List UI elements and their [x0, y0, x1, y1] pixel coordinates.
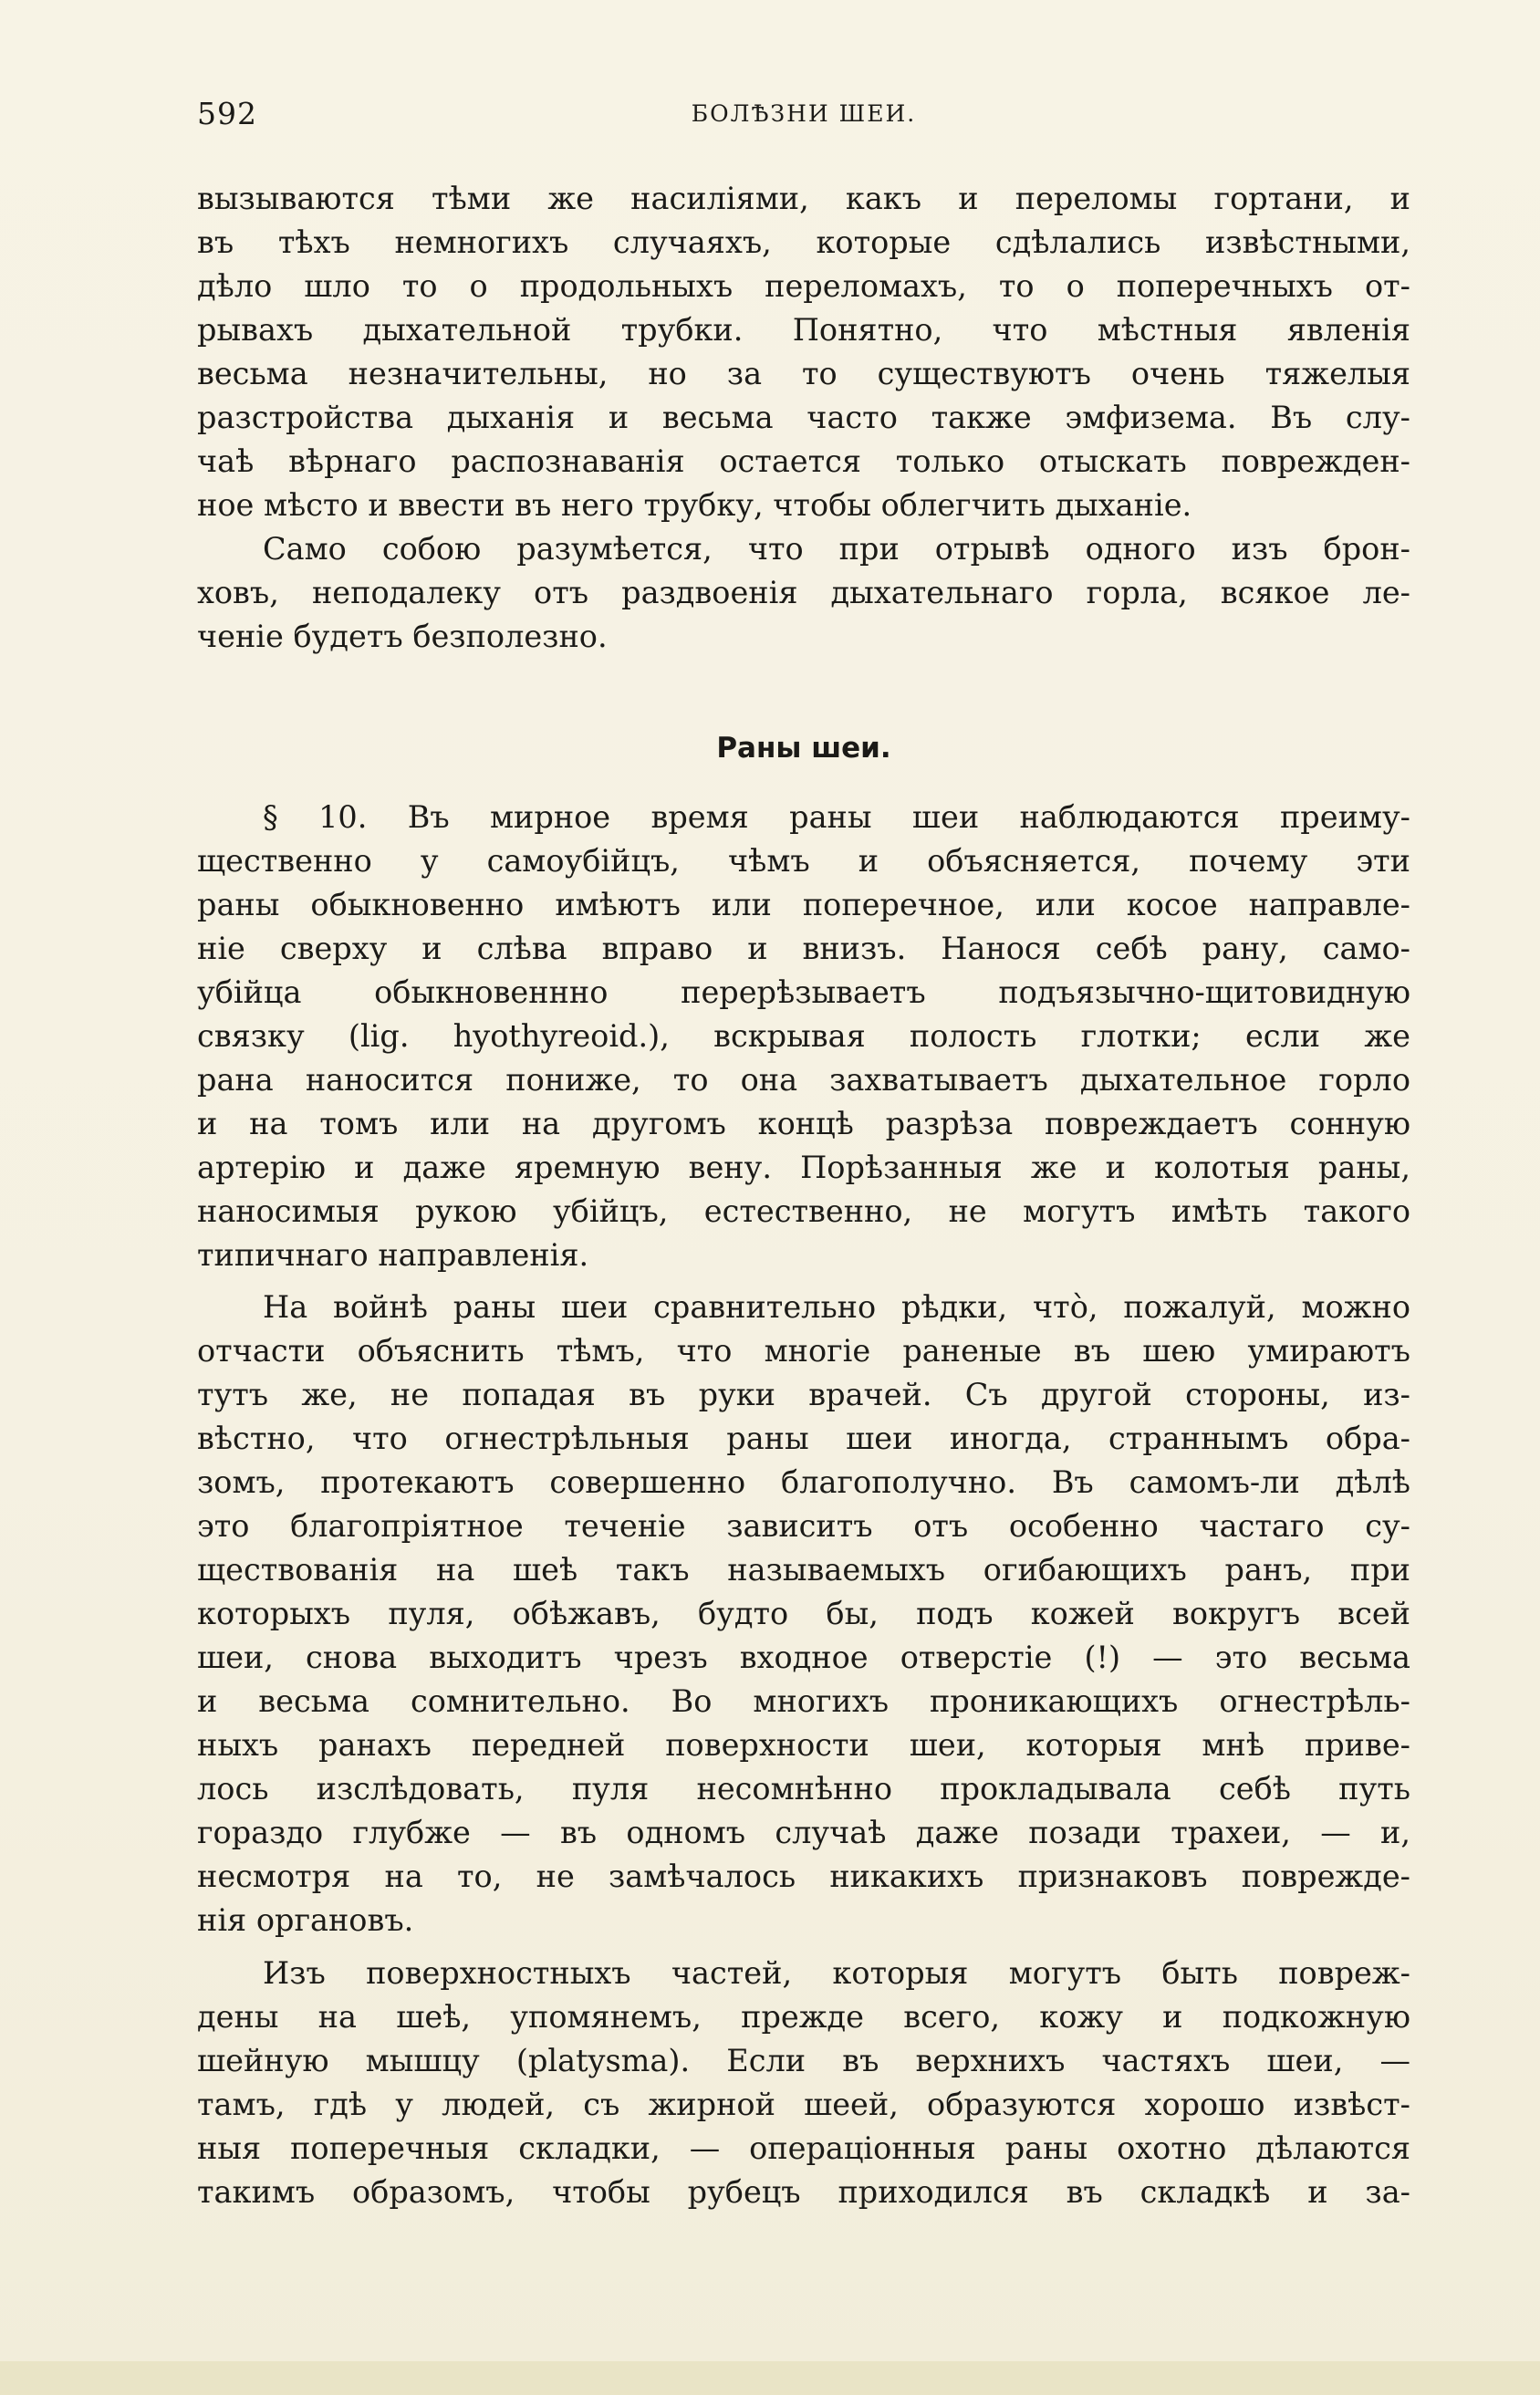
text-line: типичнаго направленія. — [197, 1237, 589, 1273]
text-line: это благопріятное теченіе зависитъ отъ особенно частаго су- — [197, 1508, 1410, 1544]
text-line: тутъ же, не попадая въ руки врачей. Съ другой стороны, из- — [197, 1377, 1410, 1412]
text-line: которыхъ пуля, обѣжавъ, будто бы, подъ кожей вокругъ всей — [197, 1596, 1410, 1631]
page-bottom-edge — [0, 2361, 1540, 2395]
text-line: нія органовъ. — [197, 1902, 414, 1938]
text-line: рана наносится пониже, то она захватываетъ дыхательное горло — [197, 1062, 1410, 1098]
text-line: ныя поперечныя складки, — операціонныя раны охотно дѣлаются — [197, 2130, 1410, 2166]
text-line: Само собою разумѣется, что при отрывѣ одного изъ брон- — [263, 531, 1410, 567]
text-line: На войнѣ раны шеи сравнительно рѣдки, что̀, пожалуй, можно — [263, 1289, 1410, 1325]
running-title: БОЛѢЗНИ ШЕИ. — [691, 100, 917, 127]
text-line: ченіе будетъ безполезно. — [197, 619, 608, 654]
text-line: тамъ, гдѣ у людей, съ жирной шеей, образуются хорошо извѣст- — [197, 2087, 1410, 2122]
text-line: отчасти объяснить тѣмъ, что многіе раненые въ шею умираютъ — [197, 1333, 1410, 1369]
page-header — [197, 94, 1410, 134]
text-line: дѣло шло то о продольныхъ переломахъ, то о поперечныхъ от- — [197, 268, 1410, 304]
text-line: шеи, снова выходитъ чрезъ входное отверстіе (!) — это весьма — [197, 1640, 1410, 1675]
text-line: ховъ, неподалеку отъ раздвоенія дыхательнаго горла, всякое ле- — [197, 575, 1410, 610]
text-line: шейную мышцу (platysma). Если въ верхнихъ частяхъ шеи, — — [197, 2043, 1410, 2078]
text-line: ное мѣсто и ввести въ него трубку, чтобы облегчить дыханіе. — [197, 487, 1192, 523]
text-line: зомъ, протекаютъ совершенно благополучно. Въ самомъ-ли дѣлѣ — [197, 1464, 1410, 1500]
text-line: весьма незначительны, но за то существуютъ очень тяжелыя — [197, 356, 1410, 391]
page-number: 592 — [197, 96, 257, 131]
text-line: такимъ образомъ, чтобы рубецъ приходился въ складкѣ и за- — [197, 2174, 1410, 2210]
text-line: гораздо глубже — въ одномъ случаѣ даже позади трахеи, — и, — [197, 1815, 1410, 1850]
text-line: связку (lig. hyothyreoid.), вскрывая полость глотки; если же — [197, 1018, 1410, 1054]
text-line: вѣстно, что огнестрѣльныя раны шеи иногда, страннымъ обра- — [197, 1421, 1410, 1456]
text-line: дены на шеѣ, упомянемъ, прежде всего, кожу и подкожную — [197, 1999, 1410, 2035]
text-line: Изъ поверхностныхъ частей, которыя могутъ быть повреж- — [263, 1955, 1410, 1991]
text-line: въ тѣхъ немногихъ случаяхъ, которые сдѣлались извѣстными, — [197, 224, 1410, 260]
text-line: несмотря на то, не замѣчалось никакихъ признаковъ поврежде- — [197, 1859, 1410, 1894]
text-line: наносимыя рукою убійцъ, естественно, не могутъ имѣть такого — [197, 1193, 1410, 1229]
text-line: и весьма сомнительно. Во многихъ проникающихъ огнестрѣль- — [197, 1683, 1410, 1719]
text-line: и на томъ или на другомъ концѣ разрѣза повреждаетъ сонную — [197, 1106, 1410, 1141]
text-line: рывахъ дыхательной трубки. Понятно, что мѣстныя явленія — [197, 312, 1410, 348]
text-line: лось изслѣдовать, пуля несомнѣнно прокладывала себѣ путь — [197, 1771, 1410, 1807]
text-line: раны обыкновенно имѣютъ или поперечное, или косое направле- — [197, 887, 1410, 922]
text-line: убійца обыкновеннно перерѣзываетъ подъязычно-щитовидную — [197, 974, 1410, 1010]
text-line: разстройства дыханія и весьма часто также эмфизема. Въ слу- — [197, 400, 1410, 435]
text-line: ществованія на шеѣ такъ называемыхъ огибающихъ ранъ, при — [197, 1552, 1410, 1588]
text-line: ніе сверху и слѣва вправо и внизъ. Нанося себѣ рану, само- — [197, 931, 1410, 966]
text-line: щественно у самоубійцъ, чѣмъ и объясняется, почему эти — [197, 843, 1410, 879]
text-line: ныхъ ранахъ передней поверхности шеи, которыя мнѣ приве- — [197, 1727, 1410, 1763]
text-line: чаѣ вѣрнаго распознаванія остается только отыскать поврежден- — [197, 443, 1410, 479]
section-heading: Раны шеи. — [716, 732, 891, 765]
text-line: вызываются тѣми же насиліями, какъ и переломы гортани, и — [197, 181, 1410, 216]
text-line: § 10. Въ мирное время раны шеи наблюдаются преиму- — [263, 799, 1410, 835]
text-line: артерію и даже яремную вену. Порѣзанныя же и колотыя раны, — [197, 1150, 1410, 1185]
